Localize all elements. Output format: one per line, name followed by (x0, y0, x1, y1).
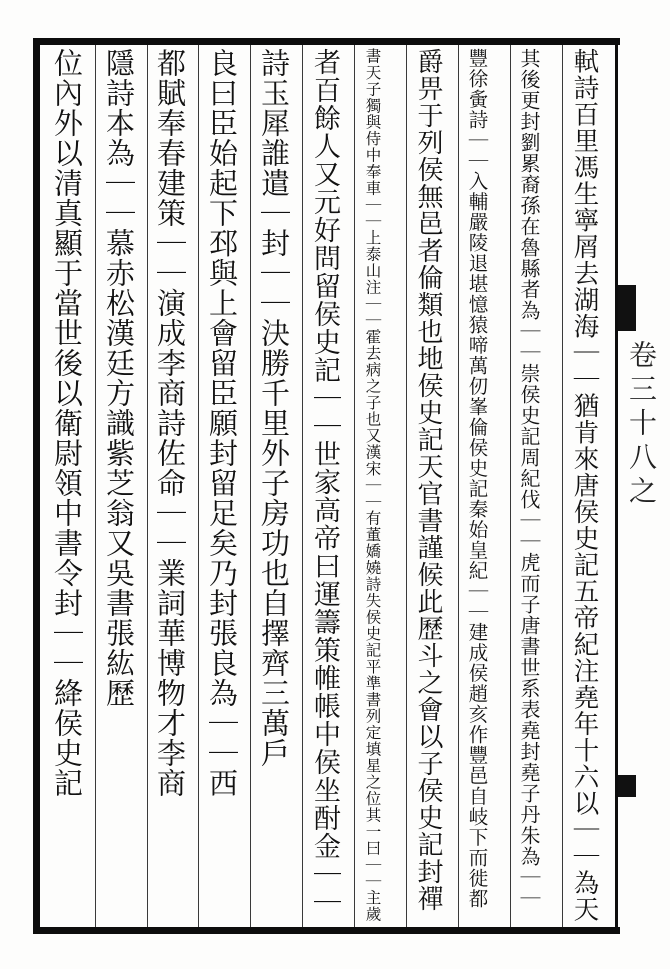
margin-label: 卷三十八之 (625, 340, 658, 510)
text-column-7: 詩玉犀誰遣｜封｜｜決勝千里外子房功也自擇齊三萬戶 (257, 48, 291, 768)
text-column-6: 者百餘人又元好問留侯史記｜｜世家高帝曰運籌策帷帳中侯坐酎金｜｜ (309, 48, 340, 916)
column-rule (302, 45, 303, 927)
text-column-2: 其後更封劉累裔孫在魯縣者為｜｜崇侯史記周紀伐｜｜虎而子唐書世系表堯封堯子丹朱為｜｜ (517, 48, 541, 909)
column-rule (406, 45, 407, 927)
text-column-11: 位內外以清真顯于當世後以衛尉領中書令封｜｜絳侯史記 (50, 48, 84, 798)
text-column-3: 豐徐夤詩｜｜入輔嚴陵退堪憶猿啼萬仞峯倫侯史記秦始皇紀｜｜建成侯趙亥作豐邑自岐下而徙都 (465, 48, 489, 909)
text-column-10: 隱詩本為｜｜慕赤松漢廷方識紫芝翁又吳書張紘歷 (102, 48, 136, 708)
fishtail-mark-lower (618, 775, 636, 797)
column-rule (198, 45, 199, 927)
column-rule (458, 45, 459, 927)
text-column-1: 軾詩百里馮生寧屑去湖海｜｜猶肯來唐侯史記五帝紀注堯年十六以｜｜為天 (569, 48, 600, 923)
frame-border-bottom (33, 927, 620, 934)
column-rule (510, 45, 511, 927)
column-rule (250, 45, 251, 927)
frame-border-top (33, 38, 620, 45)
text-column-4: 爵畀于列侯無邑者倫類也地侯史記天官書謹候此歷斗之會以子侯史記封禪 (413, 48, 443, 912)
frame-border-right (615, 38, 618, 934)
column-rule (354, 45, 355, 927)
text-column-5: 書天子獨與侍中奉車｜｜上泰山注｜｜霍去病之子也又漢宋｜｜有董嬌嬈詩失侯史記平準書列定填星之位其一曰｜｜主歲 (363, 48, 382, 923)
text-column-8: 良曰臣始起下邳與上會留臣願封留足矣乃封張良為｜｜西 (205, 48, 239, 798)
frame-border-left (33, 38, 40, 934)
text-column-9: 都賦奉春建策｜｜演成李商詩佐命｜｜業詞華博物才李商 (153, 48, 187, 798)
column-rule (95, 45, 96, 927)
fishtail-mark-upper (618, 285, 636, 331)
column-rule (147, 45, 148, 927)
column-rule (562, 45, 563, 927)
